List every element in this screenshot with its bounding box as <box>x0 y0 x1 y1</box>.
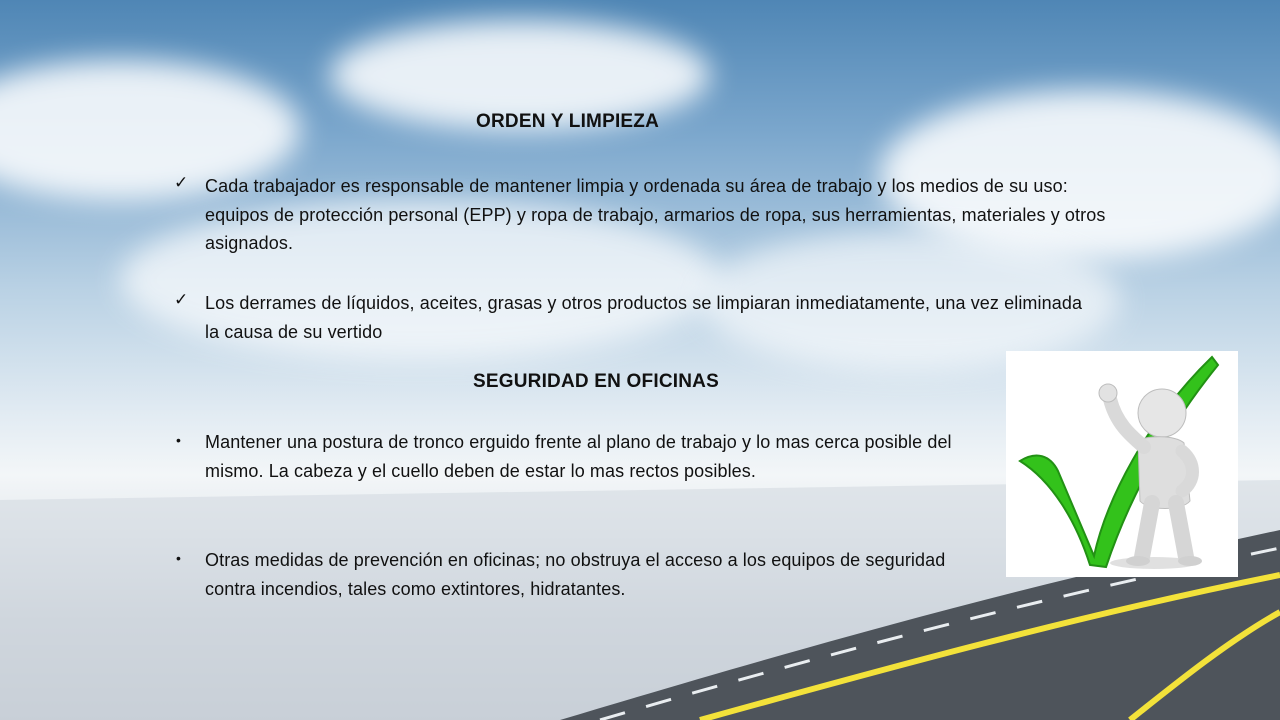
list-item: Otras medidas de prevención en oficinas; no obstruya el acceso a los equipos de seguridad contra incendios, tales como extintores, hidratantes. <box>205 550 946 599</box>
person-checkmark-illustration <box>1006 351 1238 577</box>
list-item: Los derrames de líquidos, aceites, grasas y otros productos se limpiaran inmediatamente, una vez eliminada la causa de su vertido <box>205 293 1083 342</box>
checkmark-bullet-icon: ✓ <box>174 173 189 192</box>
bullet-dot-icon: • <box>176 432 181 448</box>
bullet-dot-icon: • <box>176 550 181 566</box>
list-item: Cada trabajador es responsable de mantener limpia y ordenada su área de trabajo y los medios de su uso: equipos de protección personal (EPP) y ropa de trabajo, armarios de ropa, sus herramientas, materiales y otros asignados. <box>205 176 1106 253</box>
section-title-orden-limpieza: ORDEN Y LIMPIEZA <box>476 111 660 132</box>
person-with-checkmark-icon <box>1006 351 1238 577</box>
section-title-seguridad-oficinas: SEGURIDAD EN OFICINAS <box>473 371 719 392</box>
checkmark-bullet-icon: ✓ <box>174 290 189 309</box>
list-item: Mantener una postura de tronco erguido frente al plano de trabajo y lo mas cerca posible del mismo. La cabeza y el cuello deben de estar lo mas rectos posibles. <box>205 432 952 481</box>
